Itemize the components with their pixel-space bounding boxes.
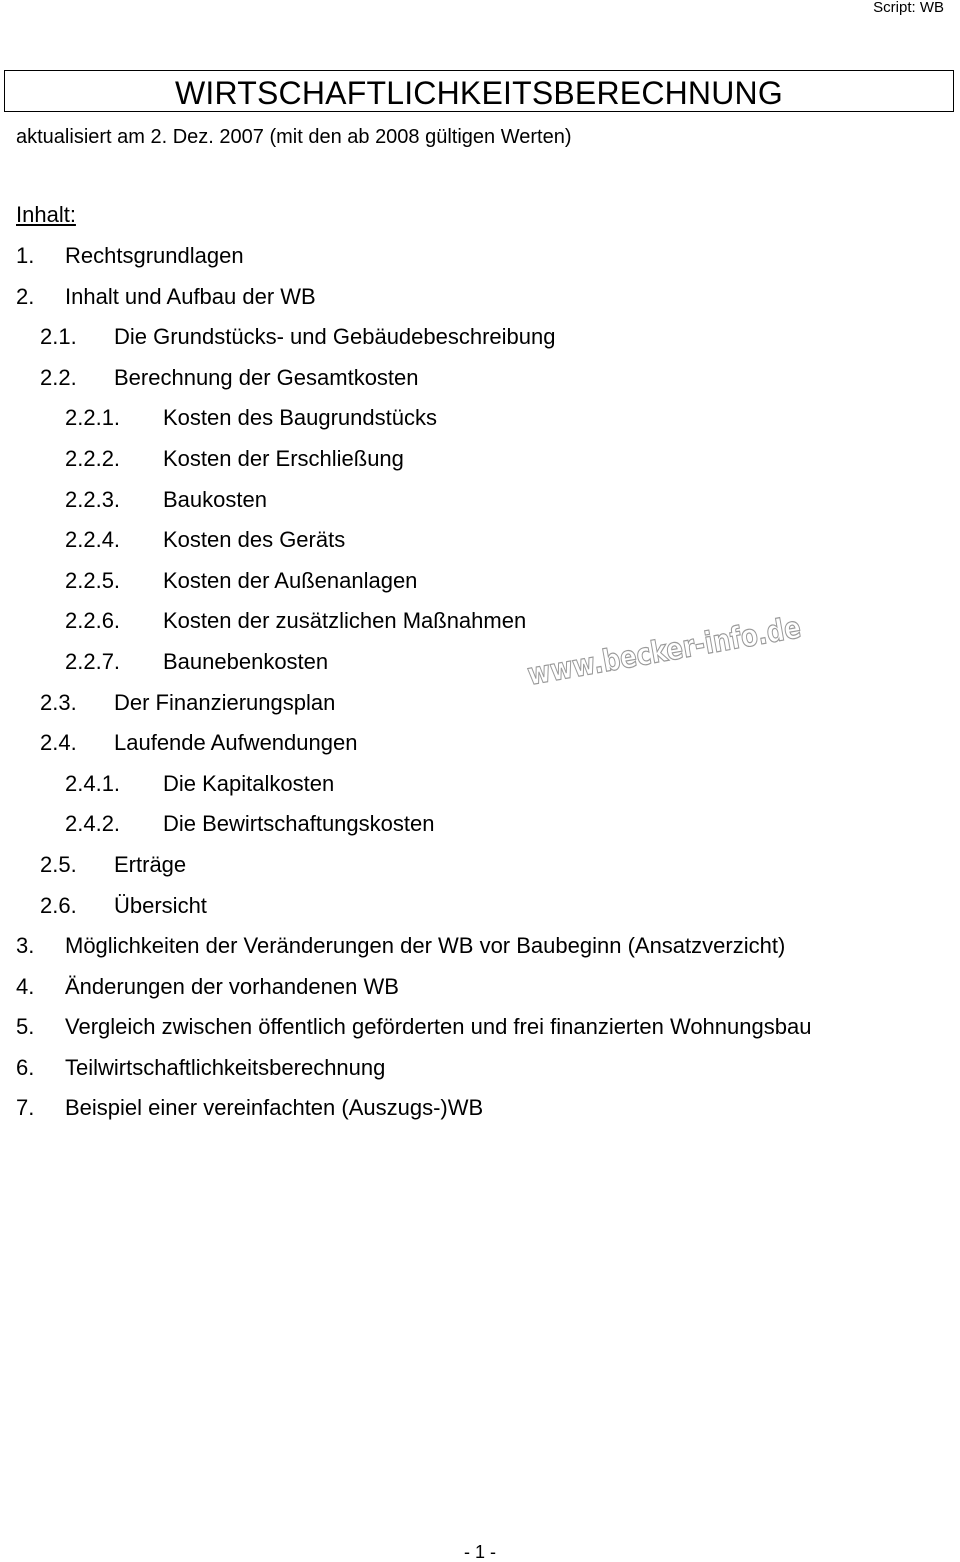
toc-entry bbox=[0, 886, 960, 927]
toc-entry-text: Erträge bbox=[114, 851, 187, 877]
toc-entry-number: 5. bbox=[16, 1014, 35, 1040]
toc-entry-number: 2.2.6. bbox=[65, 608, 121, 634]
toc-entry-text: Inhalt und Aufbau der WB bbox=[65, 283, 316, 309]
toc-entry bbox=[0, 764, 960, 805]
toc-entry-text: Kosten der Erschließung bbox=[163, 445, 404, 471]
toc-entry-number: 2.4. bbox=[40, 730, 77, 756]
toc-entry-number: 2. bbox=[16, 283, 35, 309]
toc-entry-number: 2.2.3. bbox=[65, 486, 121, 512]
toc-entry-number: 2.6. bbox=[40, 892, 77, 918]
toc-entry-number: 2.2.2. bbox=[65, 445, 121, 471]
toc-entry bbox=[0, 845, 960, 886]
toc-entry-number: 2.2. bbox=[40, 364, 77, 390]
toc-entry-text: Vergleich zwischen öffentlich geförderten und frei finanzierten Wohnungsbau bbox=[65, 1014, 812, 1040]
title-box bbox=[4, 70, 954, 112]
toc-entry bbox=[0, 723, 960, 764]
toc-entry-number: 1. bbox=[16, 243, 35, 268]
toc-entry bbox=[0, 967, 960, 1008]
toc-entry bbox=[0, 277, 960, 318]
toc-entry-text: Rechtsgrundlagen bbox=[65, 243, 244, 268]
toc-entry-number: 7. bbox=[16, 1095, 35, 1121]
toc-entry-number: 2.4.2. bbox=[65, 811, 121, 837]
toc-entry-text: Kosten der zusätzlichen Maßnahmen bbox=[163, 608, 527, 634]
table-of-contents bbox=[0, 236, 960, 1129]
toc-entry-number: 4. bbox=[16, 973, 35, 999]
toc-entry-number: 2.2.7. bbox=[65, 648, 121, 674]
toc-entry-number: 2.3. bbox=[40, 689, 77, 715]
toc-entry bbox=[0, 601, 960, 642]
toc-entry bbox=[0, 1048, 960, 1089]
toc-entry bbox=[0, 317, 960, 358]
toc-entry-text: Baukosten bbox=[163, 486, 267, 512]
toc-entry bbox=[0, 561, 960, 602]
toc-entry-text: Berechnung der Gesamtkosten bbox=[114, 364, 419, 390]
toc-entry-text: Übersicht bbox=[114, 892, 207, 918]
toc-entry bbox=[0, 236, 960, 277]
toc-heading: Inhalt: bbox=[16, 202, 76, 227]
toc-entry-number: 6. bbox=[16, 1054, 35, 1080]
toc-entry bbox=[0, 642, 960, 683]
toc-entry-text: Laufende Aufwendungen bbox=[114, 730, 358, 756]
toc-entry-text: Die Bewirtschaftungskosten bbox=[163, 811, 435, 837]
toc-entry-text: Änderungen der vorhandenen WB bbox=[65, 973, 399, 999]
toc-entry-number: 3. bbox=[16, 933, 35, 959]
toc-entry-text: Die Grundstücks- und Gebäudebeschreibung bbox=[114, 324, 556, 350]
toc-entry bbox=[0, 1088, 960, 1129]
toc-entry-text: Baunebenkosten bbox=[163, 648, 329, 674]
page-number: - 1 - bbox=[463, 1542, 496, 1562]
toc-entry-number: 2.5. bbox=[40, 851, 77, 877]
toc-entry bbox=[0, 439, 960, 480]
toc-entry bbox=[0, 1007, 960, 1048]
toc-entry-text: Beispiel einer vereinfachten (Auszugs-)WB bbox=[65, 1095, 484, 1121]
toc-entry-text: Kosten des Baugrundstücks bbox=[163, 405, 437, 431]
toc-entry bbox=[0, 480, 960, 521]
toc-entry-text: Teilwirtschaftlichkeitsberechnung bbox=[65, 1054, 386, 1080]
toc-entry bbox=[0, 358, 960, 399]
toc-entry-text: Der Finanzierungsplan bbox=[114, 689, 336, 715]
toc-entry-text: Kosten des Geräts bbox=[163, 527, 346, 553]
update-note: aktualisiert am 2. Dez. 2007 (mit den ab 2008 gültigen Werten) bbox=[16, 126, 572, 148]
toc-entry-number: 2.1. bbox=[40, 324, 77, 350]
toc-entry-text: Die Kapitalkosten bbox=[163, 770, 335, 796]
toc-entry bbox=[0, 398, 960, 439]
script-label: Script: WB bbox=[873, 0, 944, 16]
toc-entry-text: Möglichkeiten der Veränderungen der WB vor Baubeginn (Ansatzverzicht) bbox=[65, 933, 786, 959]
toc-entry bbox=[0, 926, 960, 967]
toc-entry bbox=[0, 683, 960, 724]
toc-entry-text: Kosten der Außenanlagen bbox=[163, 567, 418, 593]
toc-entry bbox=[0, 520, 960, 561]
toc-entry-number: 2.2.1. bbox=[65, 405, 121, 431]
toc-entry-number: 2.4.1. bbox=[65, 770, 121, 796]
toc-entry bbox=[0, 804, 960, 845]
toc-entry-number: 2.2.5. bbox=[65, 567, 121, 593]
document-title: WIRTSCHAFTLICHKEITSBERECHNUNG bbox=[175, 75, 783, 111]
watermark: www.becker-info.de bbox=[524, 610, 804, 693]
toc-entry-number: 2.2.4. bbox=[65, 527, 121, 553]
